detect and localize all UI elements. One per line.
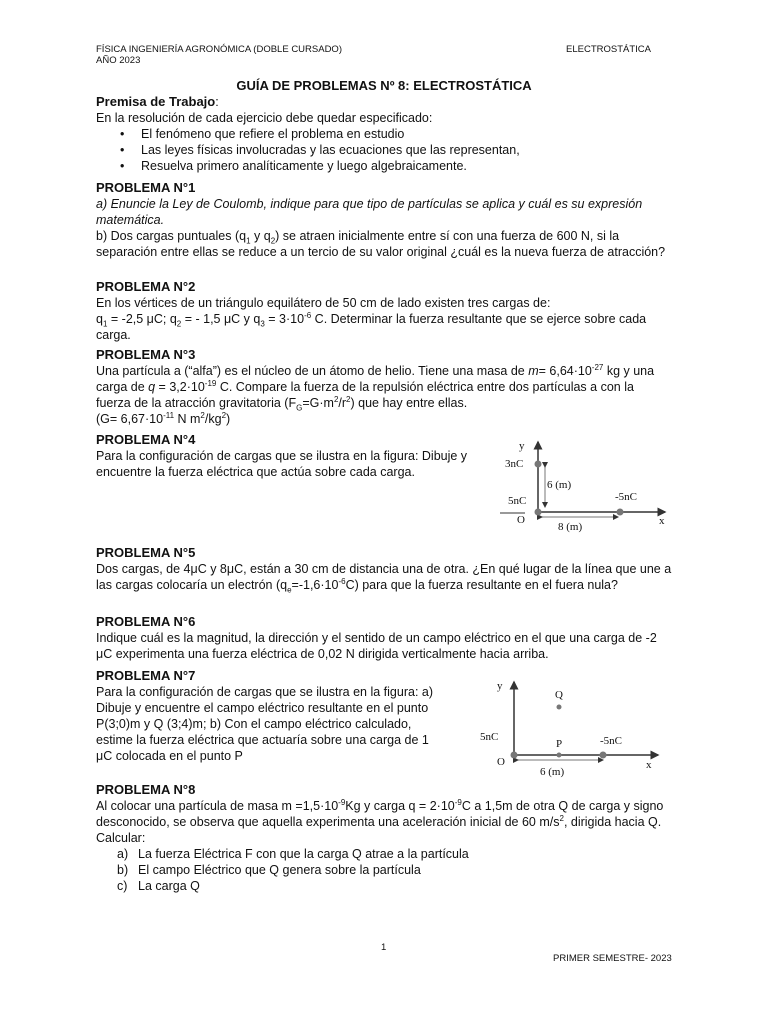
premise-bullet: • Las leyes físicas involucradas y las ecuaciones que las representan, xyxy=(96,142,672,158)
x-axis-label: x xyxy=(659,515,665,527)
horizontal-distance-label: 6 (m) xyxy=(540,766,565,778)
problem-3-constant: ($G= 6,67\cdot 10^{-11}$ N $m^2/kg^2$) xyxy=(96,410,231,426)
premise-list xyxy=(96,126,672,174)
footer-semester: PRIMER SEMESTRE- 2023 xyxy=(553,953,672,964)
point-p-label: P xyxy=(556,738,563,750)
premise-section: Premisa de Trabajo: En la resolución de cada ejercicio debe quedar especificado: • El fenómeno que refiere el problema en estudio • Las leyes físicas involucradas y las ecuaciones que las representan, • Resuelva primero analíticamente y luego algebraicamente. xyxy=(96,94,672,174)
problem-3-title: PROBLEMA N°3 xyxy=(96,347,196,362)
problem-6-text: Indique cuál es la magnitud, la dirección y el sentido de un campo eléctrico en el que una carga de -2 μC experimenta una fuerza eléctrica de 0,02 N dirigida verticalmente hacia arriba. xyxy=(96,631,657,661)
list-item: a) La fuerza Eléctrica F con que la carga Q atrae a la partícula xyxy=(117,847,469,861)
horizontal-distance-label: 8 (m) xyxy=(558,521,583,533)
problem-7 xyxy=(96,668,436,764)
origin-label: O xyxy=(497,756,505,768)
problem-8 xyxy=(96,782,672,894)
point-q xyxy=(557,705,562,710)
problem-8-text: Al colocar una partícula de masa $m =1,5\cdot 10^{-9}Kg$ y carga $q = 2\cdot 10^{-9}C$ a 1,5m de otra Q de carga y signo desconocido, se observa que aquella experimenta una aceleración inicial de 60 $m/s^2$, dirigida hacia Q. Calcular: xyxy=(96,797,664,845)
charge-top-label: 3nC xyxy=(505,458,524,470)
charge-origin-label: 5nC xyxy=(480,731,499,743)
problem-5-title: PROBLEMA N°5 xyxy=(96,545,196,560)
problem-6 xyxy=(96,614,672,662)
charge-origin xyxy=(535,509,542,516)
problem-8-list xyxy=(96,846,672,894)
header-year: AÑO 2023 xyxy=(96,55,141,66)
charge-right xyxy=(617,509,624,516)
charge-top xyxy=(535,461,542,468)
problem-1-title: PROBLEMA N°1 xyxy=(96,180,196,195)
premise-bullet: • Resuelva primero analíticamente y luego algebraicamente. xyxy=(96,158,672,174)
y-axis-label: y xyxy=(497,680,503,692)
x-axis-label: x xyxy=(646,759,652,771)
problem-4 xyxy=(96,432,488,480)
header-left xyxy=(96,44,342,66)
charge-right-label: -5nC xyxy=(600,735,622,747)
problem-5 xyxy=(96,545,672,593)
problem-3 xyxy=(96,347,672,427)
problem-4-figure xyxy=(495,436,675,536)
point-q-label: Q xyxy=(555,689,563,701)
problem-7-figure xyxy=(475,676,675,780)
charge-origin-label: 5nC xyxy=(508,495,527,507)
charge-right-label: -5nC xyxy=(615,491,637,503)
premise-bullet: • El fenómeno que refiere el problema en estudio xyxy=(96,126,672,142)
document-title: GUÍA DE PROBLEMAS Nº 8: ELECTROSTÁTICA xyxy=(236,78,532,93)
header-topic: ELECTROSTÁTICA xyxy=(566,44,651,55)
origin-label: O xyxy=(517,514,525,526)
list-item: b) El campo Eléctrico que Q genera sobre la partícula xyxy=(117,863,421,877)
charge-origin xyxy=(511,752,518,759)
problem-7-title: PROBLEMA N°7 xyxy=(96,668,196,683)
premise-intro: En la resolución de cada ejercicio debe quedar especificado: xyxy=(96,111,433,125)
premise-heading: Premisa de Trabajo xyxy=(96,94,216,109)
page-number: 1 xyxy=(381,942,387,953)
header-course: FÍSICA INGENIERÍA AGRONÓMICA (DOBLE CURSADO) xyxy=(96,44,342,55)
problem-1-part-a: a) Enuncie la Ley de Coulomb, indique para que tipo de partículas se aplica y cuál es su expresión matemática. xyxy=(96,197,643,227)
list-item: c) La carga Q xyxy=(117,879,200,893)
problem-1 xyxy=(96,180,672,260)
problem-7-text: Para la configuración de cargas que se ilustra en la figura: a) Dibuje y encuentre el campo eléctrico resultante en el punto P(3;0)m y Q (3;4)m; b) Con el campo eléctrico calculado, estime la fuerza eléctrica que actuaría sobre una carga de 1 μC colocada en el punto P xyxy=(96,685,433,763)
problem-2-text-2: $q_1 = -2,5$ μC; $q_2$ = - 1,5 μC y $q_3 = 3\cdot 10^{-6}$ C. Determinar la fuerza resultante que se ejerce sobre cada carga. xyxy=(96,310,647,342)
problem-4-title: PROBLEMA N°4 xyxy=(96,432,196,447)
problem-4-text: Para la configuración de cargas que se ilustra en la figura: Dibuje y encuentre la fuerza eléctrica que actúa sobre cada carga. xyxy=(96,449,468,479)
point-p xyxy=(557,753,562,758)
problem-5-text: Dos cargas, de 4μC y 8μC, están a 30 cm de distancia una de otra. ¿En qué lugar de la línea que une a las cargas colocaría un electrón $(q_e=-1,6\cdot 10^{-6}C)$ para que la fuerza resultante en el fuera nula? xyxy=(96,562,672,595)
vertical-distance-label: 6 (m) xyxy=(547,479,572,491)
problem-2 xyxy=(96,279,672,343)
y-axis-label: y xyxy=(519,440,525,452)
problem-6-title: PROBLEMA N°6 xyxy=(96,614,196,629)
problem-8-title: PROBLEMA N°8 xyxy=(96,782,196,797)
charge-right xyxy=(600,752,607,759)
problem-3-text: Una partícula a (“alfa”) es el núcleo de un átomo de helio. Tiene una masa de $m= 6,64\cdot 10^{-27}$ kg y una carga de $q = 3,2\cdot 10^{-19}$ C. Compare la fuerza de la repulsión eléctrica entre dos partículas a con la fuerza de la atracción gravitatoria $(F_G=G\cdot m^2/r^2)$ que hay entre ellas. xyxy=(96,362,655,413)
problem-2-title: PROBLEMA N°2 xyxy=(96,279,196,294)
problem-2-text-1: En los vértices de un triángulo equilátero de 50 cm de lado existen tres cargas de: xyxy=(96,296,551,310)
problem-1-part-b: b) Dos cargas puntuales ($q_1$ y $q_2$) se atraen inicialmente entre sí con una fuerza de 600 N, si la separación entre ellas se reduce a un tercio de su valor original ¿cuál es la nueva fuerza de atracción? xyxy=(96,229,666,259)
